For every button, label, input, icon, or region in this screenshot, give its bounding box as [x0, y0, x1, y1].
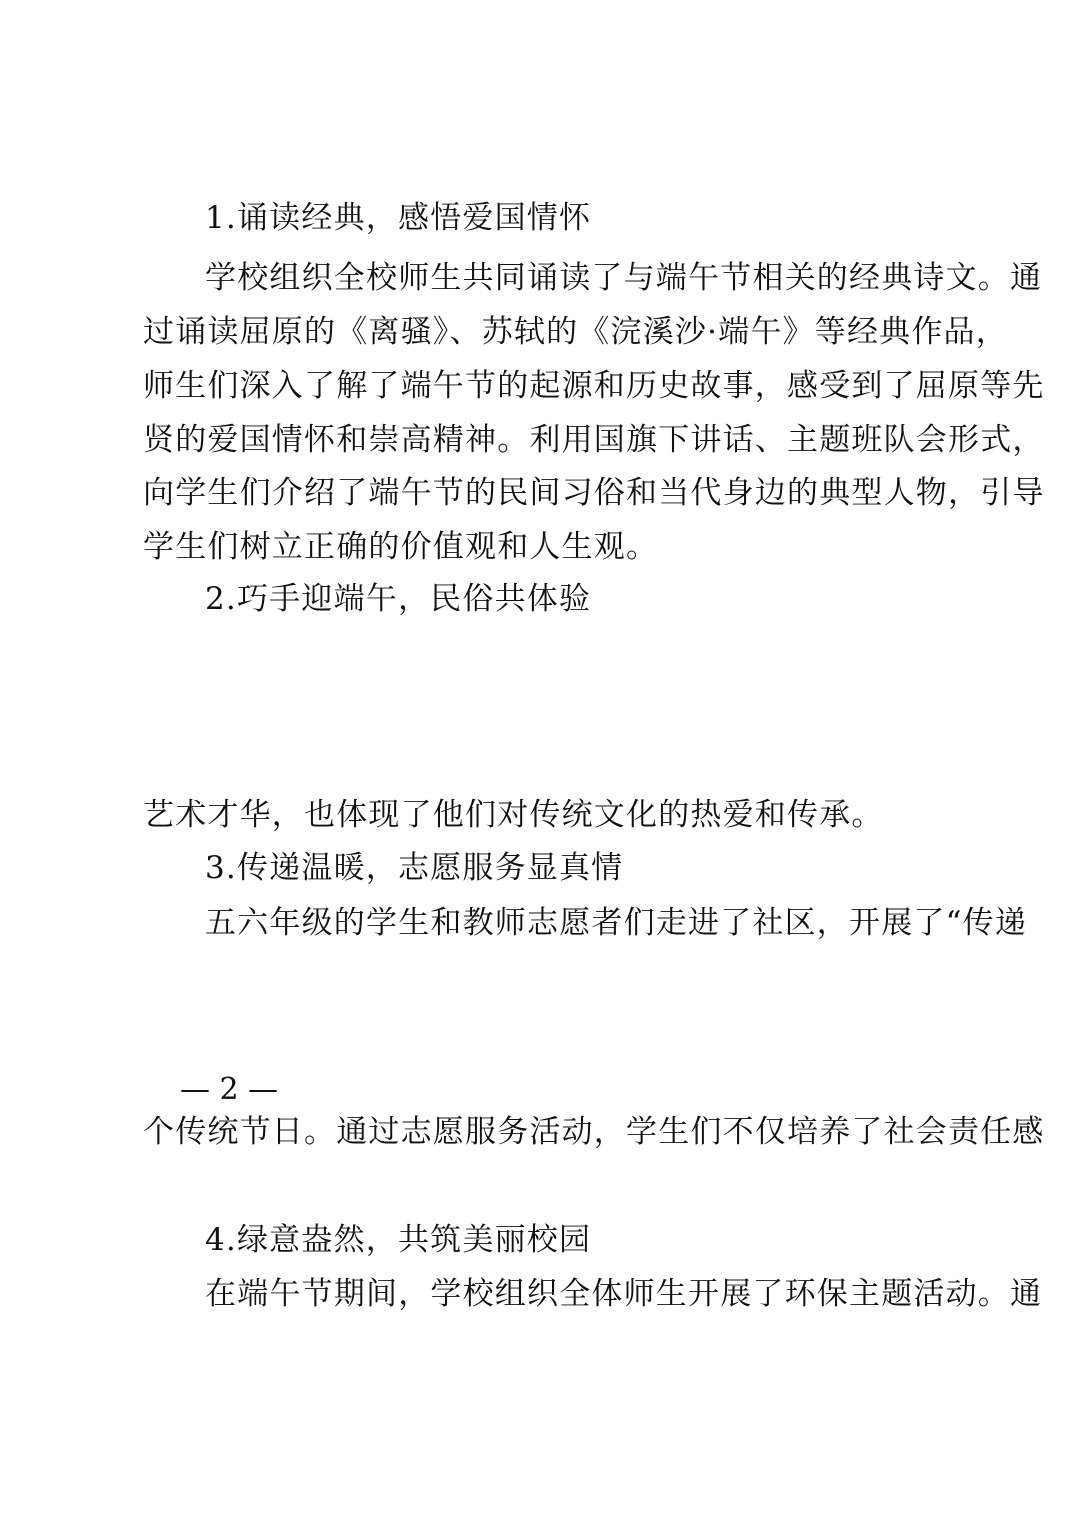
paragraph-line: 师生们深入了解了端午节的起源和历史故事，感受到了屈原等先: [143, 368, 1045, 404]
paragraph-line: 贤的爱国情怀和崇高精神。利用国旗下讲话、主题班队会形式，: [143, 422, 1045, 458]
section-heading-1: 1.诵读经典，感悟爱国情怀: [205, 200, 592, 236]
paragraph-line: 五六年级的学生和教师志愿者们走进了社区，开展了“传递: [205, 905, 1028, 941]
paragraph-line: 在端午节期间，学校组织全体师生开展了环保主题活动。通: [205, 1276, 1043, 1312]
paragraph-line: 个传统节日。通过志愿服务活动，学生们不仅培养了社会责任感: [143, 1114, 1045, 1150]
paragraph-line: 艺术才华，也体现了他们对传统文化的热爱和传承。: [143, 797, 884, 833]
paragraph-line: 学校组织全校师生共同诵读了与端午节相关的经典诗文。通: [205, 260, 1043, 296]
paragraph-line: 学生们树立正确的价值观和人生观。: [143, 529, 659, 565]
section-heading-4: 4.绿意盎然，共筑美丽校园: [205, 1222, 592, 1258]
paragraph-line: 过诵读屈原的《离骚》、苏轼的《浣溪沙·端午》等经典作品，: [143, 314, 1008, 350]
section-heading-3: 3.传递温暖，志愿服务显真情: [205, 850, 624, 886]
paragraph-line: 向学生们介绍了端午节的民间习俗和当代身边的典型人物，引导: [143, 475, 1045, 511]
section-heading-2: 2.巧手迎端午，民俗共体验: [205, 581, 592, 617]
page-number: — 2 —: [180, 1072, 279, 1107]
